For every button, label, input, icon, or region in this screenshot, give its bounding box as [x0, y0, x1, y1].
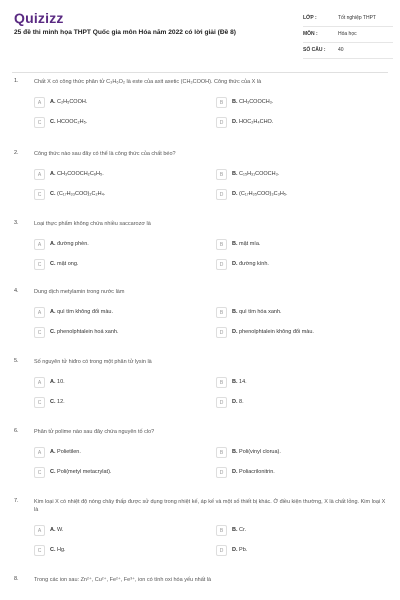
question-text: Dung dịch metylamin trong nước làm: [34, 289, 125, 295]
option-label: D.: [232, 399, 238, 405]
option-label: C.: [50, 399, 56, 405]
option-letter-box: C: [34, 397, 45, 408]
option-row: [34, 306, 384, 319]
option-row: [34, 96, 384, 109]
option-c[interactable]: [34, 258, 204, 271]
option-row: [34, 544, 384, 557]
option-row: [34, 446, 384, 459]
option-letter-box: C: [34, 467, 45, 478]
option-text: [232, 261, 269, 267]
option-value: 14.: [239, 379, 247, 385]
option-a[interactable]: [34, 238, 204, 251]
option-label: D.: [232, 261, 238, 267]
option-d[interactable]: [216, 466, 386, 479]
option-a[interactable]: [34, 524, 204, 537]
option-letter-box: D: [216, 467, 227, 478]
option-text: [50, 309, 113, 315]
question-text: Công thức nào sau đây có thể là công thức của chất béo?: [34, 151, 176, 157]
option-b[interactable]: [216, 96, 386, 109]
option-text: [232, 547, 247, 553]
option-label: B.: [232, 241, 238, 247]
option-value: (C₁₇H₃₃COO)₂C₂H₄.: [57, 191, 106, 197]
option-letter-box: A: [34, 447, 45, 458]
option-letter-box: C: [34, 545, 45, 556]
option-letter-box: C: [34, 259, 45, 270]
option-label: B.: [232, 449, 238, 455]
option-value: Hg.: [57, 547, 66, 553]
option-value: Poliacrilonitrin.: [239, 469, 275, 475]
question-text: Số nguyên tử hiđro có trong một phân tử lysin là: [34, 359, 152, 365]
option-text: [50, 449, 81, 455]
option-value: phenolphtalein hoá xanh.: [57, 329, 119, 335]
option-letter-box: D: [216, 259, 227, 270]
option-c[interactable]: [34, 466, 204, 479]
option-a[interactable]: [34, 446, 204, 459]
option-c[interactable]: [34, 544, 204, 557]
option-text: [50, 399, 65, 405]
option-value: 12.: [57, 399, 65, 405]
option-row: [34, 524, 384, 537]
option-letter-box: A: [34, 239, 45, 250]
option-text: [232, 171, 279, 177]
option-value: CH₃COOCH₃.: [239, 99, 274, 105]
option-row: [34, 188, 384, 201]
option-value: quì tím không đổi màu.: [57, 309, 113, 315]
option-b[interactable]: [216, 524, 386, 537]
meta-row-class: [303, 12, 393, 27]
meta-value: Hóa học: [338, 31, 357, 37]
option-d[interactable]: [216, 258, 386, 271]
option-letter-box: B: [216, 307, 227, 318]
option-text: [50, 99, 87, 105]
option-text: [50, 329, 119, 335]
question-text: Chất X có công thức phân tử C₃H₆O₂ là este của axit axetic (CH₃COOH). Công thức của X là: [34, 79, 262, 85]
option-value: Pb.: [239, 547, 248, 553]
meta-key: LỚP :: [303, 15, 317, 21]
option-letter-box: A: [34, 97, 45, 108]
option-b[interactable]: [216, 306, 386, 319]
option-label: A.: [50, 527, 56, 533]
option-value: HOC₂H₄CHO.: [239, 119, 274, 125]
question-number: 8.: [14, 576, 19, 582]
header: [0, 0, 400, 62]
option-label: D.: [232, 119, 238, 125]
option-b[interactable]: [216, 168, 386, 181]
option-label: A.: [50, 241, 56, 247]
option-letter-box: D: [216, 189, 227, 200]
option-letter-box: A: [34, 307, 45, 318]
option-value: (C₁₇H₃₅COO)₃C₃H₅.: [239, 191, 288, 197]
option-text: [50, 119, 87, 125]
question-text: Phân tử polime nào sau đây chứa nguyên tố clo?: [34, 429, 155, 435]
question-number: 7.: [14, 498, 19, 504]
option-text: [232, 527, 246, 533]
option-row: [34, 466, 384, 479]
option-c[interactable]: [34, 116, 204, 129]
meta-value: Tốt nghiệp THPT: [338, 15, 376, 21]
option-value: HCOOC₂H₅.: [57, 119, 88, 125]
option-value: 10.: [57, 379, 65, 385]
option-text: [232, 191, 288, 197]
option-letter-box: B: [216, 447, 227, 458]
option-label: D.: [232, 469, 238, 475]
option-label: A.: [50, 99, 56, 105]
meta-key: MÔN :: [303, 31, 318, 37]
option-text: [232, 99, 273, 105]
question-number: 4.: [14, 288, 19, 294]
option-row: [34, 376, 384, 389]
option-text: [50, 379, 65, 385]
option-label: C.: [50, 119, 56, 125]
document-title: 25 đề thi minh họa THPT Quốc gia môn Hóa năm 2022 có lời giải (Đề 8): [14, 29, 236, 36]
option-label: C.: [50, 191, 56, 197]
option-text: [50, 469, 111, 475]
option-b[interactable]: [216, 376, 386, 389]
option-value: 8.: [239, 399, 244, 405]
option-text: [232, 379, 247, 385]
quizizz-logo: Quizizz: [14, 10, 64, 26]
option-row: [34, 168, 384, 181]
option-d[interactable]: [216, 326, 386, 339]
option-c[interactable]: [34, 396, 204, 409]
meta-value: 40: [338, 47, 344, 53]
option-value: CH₃COOCH₂C₆H₅.: [57, 171, 104, 177]
option-text: [50, 171, 104, 177]
option-label: B.: [232, 309, 238, 315]
option-text: [232, 399, 244, 405]
option-row: [34, 258, 384, 271]
option-value: phenolphtalein không đổi màu.: [239, 329, 314, 335]
option-d[interactable]: [216, 188, 386, 201]
option-label: B.: [232, 99, 238, 105]
option-letter-box: B: [216, 169, 227, 180]
option-value: C₂H₅COOH.: [57, 99, 88, 105]
option-text: [232, 449, 281, 455]
option-letter-box: C: [34, 327, 45, 338]
option-label: A.: [50, 171, 56, 177]
option-d[interactable]: [216, 396, 386, 409]
option-label: B.: [232, 379, 238, 385]
option-letter-box: D: [216, 397, 227, 408]
option-label: C.: [50, 261, 56, 267]
meta-row-count: [303, 44, 393, 59]
option-letter-box: B: [216, 97, 227, 108]
meta-key: SỐ CÂU :: [303, 47, 326, 53]
option-value: đường phèn.: [57, 241, 89, 247]
question-number: 5.: [14, 358, 19, 364]
option-label: D.: [232, 329, 238, 335]
option-text: [50, 241, 89, 247]
option-a[interactable]: [34, 168, 204, 181]
header-divider: [12, 72, 388, 73]
option-text: [50, 527, 63, 533]
question-number: 2.: [14, 150, 19, 156]
option-value: quì tím hóa xanh.: [239, 309, 282, 315]
meta-row-subject: [303, 28, 393, 43]
option-label: C.: [50, 469, 56, 475]
option-label: B.: [232, 527, 238, 533]
option-a[interactable]: [34, 96, 204, 109]
option-c[interactable]: [34, 326, 204, 339]
option-value: mật mía.: [239, 241, 261, 247]
option-a[interactable]: [34, 376, 204, 389]
option-text: [50, 547, 66, 553]
option-row: [34, 116, 384, 129]
question-number: 1.: [14, 78, 19, 84]
option-value: W.: [57, 527, 64, 533]
question-text: Loại thực phẩm không chứa nhiều saccarozơ là: [34, 221, 151, 227]
option-text: [232, 329, 314, 335]
option-letter-box: C: [34, 189, 45, 200]
option-letter-box: B: [216, 377, 227, 388]
option-label: C.: [50, 547, 56, 553]
option-letter-box: A: [34, 525, 45, 536]
option-letter-box: D: [216, 327, 227, 338]
option-text: [232, 309, 282, 315]
option-b[interactable]: [216, 238, 386, 251]
option-letter-box: B: [216, 239, 227, 250]
option-letter-box: A: [34, 169, 45, 180]
option-letter-box: D: [216, 545, 227, 556]
question-number: 6.: [14, 428, 19, 434]
option-value: Polietilen.: [57, 449, 81, 455]
option-text: [232, 469, 275, 475]
option-text: [50, 191, 105, 197]
option-label: D.: [232, 191, 238, 197]
option-text: [232, 119, 273, 125]
option-row: [34, 326, 384, 339]
option-letter-box: D: [216, 117, 227, 128]
option-value: Poli(metyl metacrylat).: [57, 469, 112, 475]
option-b[interactable]: [216, 446, 386, 459]
option-letter-box: C: [34, 117, 45, 128]
option-value: Poli(vinyl clorua).: [239, 449, 281, 455]
option-label: B.: [232, 171, 238, 177]
option-d[interactable]: [216, 116, 386, 129]
option-a[interactable]: [34, 306, 204, 319]
question-text: Trong các ion sau: Zn²⁺, Cu²⁺, Fe²⁺, Fe³⁺, ion có tính oxi hóa yếu nhất là: [34, 577, 212, 583]
option-d[interactable]: [216, 544, 386, 557]
option-label: A.: [50, 379, 56, 385]
option-text: [232, 241, 260, 247]
option-label: A.: [50, 309, 56, 315]
option-label: C.: [50, 329, 56, 335]
meta-table: [303, 12, 393, 60]
option-row: [34, 396, 384, 409]
option-value: C₁₅H₃₁COOCH₃.: [239, 171, 280, 177]
option-label: A.: [50, 449, 56, 455]
question-number: 3.: [14, 220, 19, 226]
option-c[interactable]: [34, 188, 204, 201]
option-letter-box: B: [216, 525, 227, 536]
option-label: D.: [232, 547, 238, 553]
question-text: Kim loại X có nhiệt độ nóng chảy thấp được sử dụng trong nhiệt kế, áp kế và một số thiết bị khác. Ở điều kiện thường, X là chất lỏng. Kim loại X là: [34, 499, 386, 513]
option-value: Cr.: [239, 527, 247, 533]
option-text: [50, 261, 78, 267]
option-value: mật ong.: [57, 261, 79, 267]
option-letter-box: A: [34, 377, 45, 388]
option-row: [34, 238, 384, 251]
option-value: đường kính.: [239, 261, 269, 267]
